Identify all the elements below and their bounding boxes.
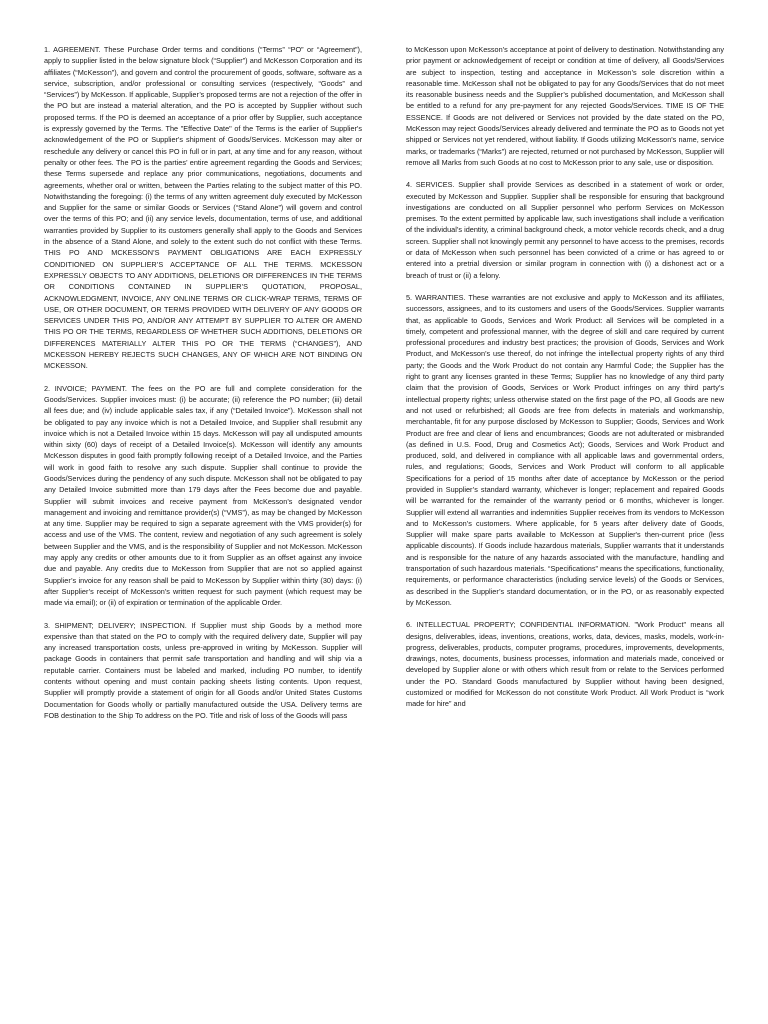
right-text-column: [406, 44, 724, 1018]
section-5-warranties: 5. WARRANTIES. These warranties are not exclusive and apply to McKesson and its affiliates, successors, assignees, and to its customers and users of the Goods/Services. Supplier warrants that, as applicable to Goods, Services and Work Product: all Services will be completed in a timely, competent and professional manner, with the degree of skill and care required by current professional procedures and industry best practices; the provision of Goods, Services and Work Product, and McKesson’s use thereof, do not infringe the intellectual property rights of any third party; the Goods and the Work Product do not contain any Harmful Code; the Supplier has the right to grant any licenses granted in these Terms; Supplier has no knowledge of any third party claim that the provision of Goods, Services or Work Product infringes on any third party’s intellectual property rights; unless otherwise stated on the first page of the PO, all Goods are new and not used or refurbished; all Goods are free from defects in materials and workmanship, merchantable, fit for any purpose disclosed by McKesson to Supplier; Goods, Services and Work Product are free and clear of liens and encumbrances; Goods are not adulterated or misbranded (as defined in U.S. Food, Drug and Cosmetics Act); Goods, Services and Work Product and produced, sold, and delivered in compliance with all applicable laws and governmental orders, rules, and regulations; Goods, Services and Work Product will conform to all applicable Specifications for a period of 15 months after date of acceptance by McKesson or the period provided in Supplier’s standard warranty, whichever is longer; replacement and repaired Goods will be warranted for the remainder of the warranty period or 6 months, whichever is longer. Supplier will extend all warranties and indemnities Supplier receives from its vendors to McKesson and to McKesson’s customers. Where applicable, for 5 years after delivery date of Goods, Supplier will make spare parts available to McKesson at Supplier's then-current price (less applicable discounts). If Goods include hazardous materials, Supplier warrants that it understands and is responsible for the nature of any hazards associated with the manufacture, handling and transportation of such hazardous materials. “Specifications” means the specifications, functionality, requirements, or performance characteristics (including service levels) of the Goods or Services, as described in the Supplier’s standard documentation, or in the PO, or as reasonably expected by McKesson.: [406, 292, 724, 607]
section-1-agreement: 1. AGREEMENT. These Purchase Order terms and conditions (“Terms” “PO” or “Agreement”), apply to supplier listed in the below signature block (“Supplier”) and McKesson Corporation and its affiliates (“McKesson”), and govern and control the procurement of goods, software, software as a service, subscription, and/or professional or consulting services (respectively, “Goods” and “Services”) by McKesson. If applicable, Supplier’s proposed terms are not a rejection of the offer in the PO but are instead a material alteration, and the PO is accepted by Supplier without such proposed terms. If the PO is deemed an acceptance of a prior offer by Supplier, such acceptance is expressly governed by the Terms. The "Effective Date" of the Terms is the earlier of Supplier's acknowledgement of the PO or Supplier's shipment of Goods/Services. McKesson may alter or reschedule any delivery or cancel this PO in full or in part, at any time and for any reason, without penalty or other fees. The PO is the parties’ entire agreement regarding the Goods and Services; these Terms supersede and replace any prior communications, negotiations, documents and agreements, whether oral or written, between the Parties relating to the subject matter of this PO. Notwithstanding the foregoing: (i) the terms of any written agreement duly executed by McKesson and Supplier for the same or similar Goods or Services (“Stand Alone”) will govern and control over the terms of this PO; and (ii) any service levels, documentation, terms of use, and additional warranties provided by Supplier to its customers generally shall apply to the Goods and Services in the absence of a Stand Alone, and solely to the extent such do not conflict with these Terms. THIS PO AND MCKESSON’S PAYMENT OBLIGATIONS ARE EACH EXPRESSLY CONDITIONED ON SUPPLIER’S ACCEPTANCE OF ALL THE TERMS. MCKESSON EXPRESSLY OBJECTS TO ANY ADDITIONS, DELETIONS OR DIFFERENCES IN THE TERMS OR CONDITIONS CONTAINED IN SUPPLIER’S QUOTATION, PROPOSAL, ACKNOWLEDGMENT, INVOICE, ANY ONLINE TERMS OR CLICK-WRAP TERMS, TERMS OF USE, OR OTHER DOCUMENT, OR TERMS PROVIDED WITH DELIVERY OF ANY GOODS OR SERVICES UNDER THIS PO, AND/OR ANY ATTEMPT BY SUPPLIER TO ALTER OR AMEND THIS PO OR THE TERMS, REGARDLESS OF WHETHER SUCH ADDITIONS, DELETIONS OR DIFFERENCES MATERIALLY ALTER THIS PO OR THE TERMS (“CHANGES”), AND MCKESSON HEREBY REJECTS SUCH CHANGES, ANY OF WHICH ARE NOT BINDING ON MCKESSON.: [44, 45, 362, 371]
section-2-invoice-payment: 2. INVOICE; PAYMENT. The fees on the PO are full and complete consideration for the Goods/Services. Supplier invoices must: (i) be accurate; (ii) reference the PO number; (iii) detail all fees due; and (iv) include applicable sales tax, if any (“Detailed Invoice”). McKesson shall not be obligated to pay any invoice which is not a Detailed Invoice, and Supplier shall resubmit any invoice which is not a Detailed Invoice within 15 days. McKesson will pay all undisputed amounts within sixty (60) days of receipt of a Detailed Invoice(s). McKesson will identify any amounts McKesson disputes in good faith promptly following receipt of a Detailed Invoice, and the Parties will work in good faith to resolve any such dispute. Supplier shall continue to provide the Goods/Services during the pendency of any such dispute. McKesson shall not be obligated to pay any Detailed Invoice submitted more than 179 days after the Fees become due and payable. Supplier will submit invoices and receive payment from McKesson’s designated vendor management and invoicing and remittance provider(s) (“VMS”), as may be changed by McKesson at any time. Supplier may be required to sign a separate agreement with the VMS provider(s) for access and use of the VMS. The content, review and negotiation of any such agreement is solely between Supplier and the VMS, and is the responsibility of Supplier and not McKesson. McKesson may apply any credits or other amounts due to it from Supplier as an offset against any invoice due and payable. Any credits due to McKesson from Supplier that are not so applied against Supplier’s invoice for any reason shall be paid to McKesson by Supplier within thirty (30) days: (i) after Supplier’s receipt of McKesson’s written request for such payment (which request may be made via email); or (ii) of expiration or termination of the applicable Order.: [44, 383, 362, 608]
left-text-column: [44, 44, 362, 1018]
section-4-services: 4. SERVICES. Supplier shall provide Services as described in a statement of work or order, executed by McKesson and Supplier. Supplier shall be responsible for ensuring that background investigations are conducted on all Supplier personnel who perform Services on McKesson premises. To the extent permitted by applicable law, such investigations shall include a verification of the individual’s identity, a criminal background check, a motor vehicle records check, and a drug screen. Supplier shall not knowingly permit any personnel to have access to the premises, records or data of McKesson when such personnel has been convicted of a crime or has agreed to or entered into a pretrial diversion or similar program in connection with (i) a dishonest act or a breach of trust or (ii) a felony.: [406, 180, 724, 280]
section-3-continued: to McKesson upon McKesson’s acceptance at point of delivery to destination. Notwithstanding any prior payment or acknowledgement of receipt or condition at time of delivery, all Goods/Services are subject to inspection, testing and acceptance in McKesson’s sole discretion within a reasonable time. McKesson shall not be obligated to pay for any Goods/Services that do not meet its reasonable business needs and the Supplier’s published documentation, and McKesson shall be entitled to a refund for any pre-payment for any rejected Goods/Services. TIME IS OF THE ESSENCE. If Goods are not delivered or Services not provided by the date stated on the PO, McKesson may reject Goods/Services already delivered and terminate the PO as to Goods not yet shipped or Services not yet rendered, without liability. If Goods utilizing McKesson's name, service marks, or trademarks (“Marks”) are rejected, returned or not purchased by McKesson, Supplier will remove all Marks from such Goods at no cost to McKesson prior to any sale, use or disposition.: [406, 45, 724, 167]
section-6-intellectual-property: 6. INTELLECTUAL PROPERTY; CONFIDENTIAL INFORMATION. "Work Product" means all designs, deliverables, ideas, inventions, creations, works, data, devices, masks, models, work-in-progress, deliverables, products, computer programs, procedures, improvements, developments, drawings, notes, documents, business processes, information and materials made, conceived or developed by Supplier alone or with others which result from or relate to the Services performed under the PO. Standard Goods manufactured by Supplier without having been designed, customized or modified for McKesson do not constitute Work Product. All Work Product is “work made for hire” and: [406, 620, 724, 709]
section-3-shipment-delivery-inspection: 3. SHIPMENT; DELIVERY; INSPECTION. If Supplier must ship Goods by a method more expensive than that stated on the PO to comply with the required delivery date, Supplier will pay any increased transportation costs, unless pre-approved in writing by McKesson. Supplier will package Goods in containers that permit safe transportation and handling and will ship via a reputable carrier. Containers must be labeled and marked, including PO number, to identify contents without opening and must contain packing sheets listing contents. Upon request, Supplier will promptly provide a statement of origin for all Goods and/or United States Customs Documentation for Goods wholly or partially manufactured outside the USA. Delivery terms are FOB destination to the Ship To address on the PO. Title and risk of loss of the Goods will pass: [44, 620, 362, 720]
